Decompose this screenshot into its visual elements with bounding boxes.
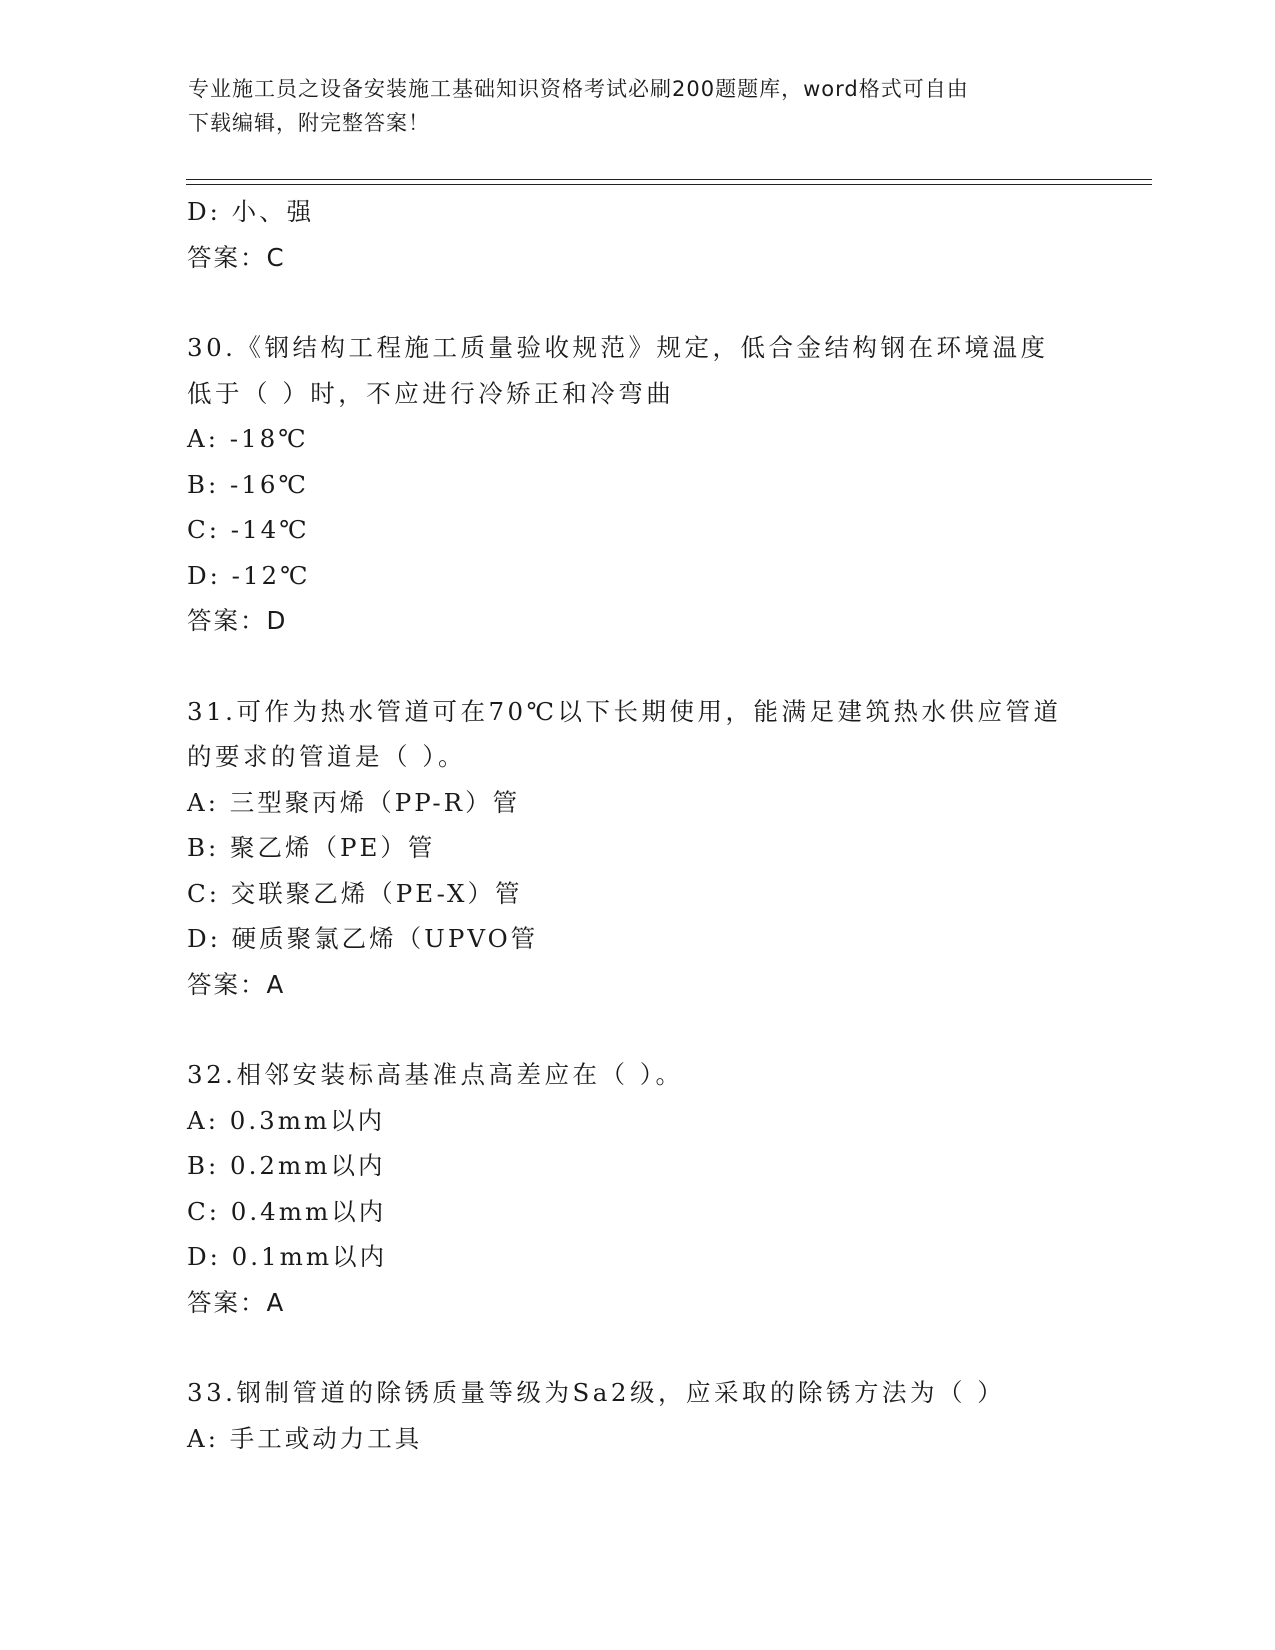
option-a: A: 手工或动力工具	[187, 1423, 423, 1453]
header-line-1: 专业施工员之设备安装施工基础知识资格考试必刷200题题库，word格式可自由	[188, 77, 969, 101]
stem-line: 的要求的管道是（ ）。	[187, 742, 467, 771]
option-d: D: 小、强	[187, 197, 315, 226]
question-33	[187, 1370, 1147, 1461]
document-header	[188, 72, 1088, 140]
stem-line: 31.可作为热水管道可在70℃以下长期使用，能满足建筑热水供应管道	[187, 696, 1062, 726]
question-31	[187, 689, 1147, 1008]
option-b: B: -16℃	[187, 469, 309, 499]
question-stem	[187, 1370, 1147, 1416]
option-b: B: 聚乙烯（PE）管	[187, 833, 436, 862]
question-gap	[187, 280, 1147, 325]
option-a: A: 0.3mm以内	[187, 1105, 386, 1135]
question-gap	[187, 1325, 1147, 1370]
answer-line: 答案：C	[187, 242, 286, 272]
answer-line: 答案：D	[187, 606, 288, 635]
option-d: D: 0.1mm以内	[187, 1242, 388, 1271]
answer-line: 答案：A	[187, 1287, 286, 1317]
option-c: C: 0.4mm以内	[187, 1196, 387, 1226]
header-divider-bottom	[186, 184, 1152, 185]
question-32	[187, 1052, 1147, 1325]
option-d: D: 硬质聚氯乙烯（UPVO管	[187, 924, 539, 953]
answer-line: 答案：A	[187, 969, 286, 999]
option-c: C: -14℃	[187, 515, 310, 544]
question-stem	[187, 325, 1147, 416]
question-gap	[187, 644, 1147, 689]
option-b: B: 0.2mm以内	[187, 1151, 386, 1180]
stem-line: 30.《钢结构工程施工质量验收规范》规定，低合金结构钢在环境温度	[187, 333, 1049, 362]
option-a: A: 三型聚丙烯（PP-R）管	[187, 787, 521, 817]
previous-question-tail	[187, 189, 1147, 280]
question-stem	[187, 689, 1147, 780]
question-30	[187, 325, 1147, 644]
option-d: D: -12℃	[187, 560, 311, 590]
stem-line: 32.相邻安装标高基准点高差应在（ ）。	[187, 1060, 684, 1089]
question-gap	[187, 1007, 1147, 1052]
stem-line: 低于（ ）时，不应进行冷矫正和冷弯曲	[187, 378, 675, 408]
stem-line: 33.钢制管道的除锈质量等级为Sa2级，应采取的除锈方法为（ ）	[187, 1378, 1006, 1407]
question-list	[187, 189, 1147, 1461]
header-divider-top	[186, 179, 1152, 180]
option-c: C: 交联聚乙烯（PE-X）管	[187, 878, 523, 908]
header-line-2: 下载编辑，附完整答案！	[188, 111, 430, 135]
option-a: A: -18℃	[187, 424, 309, 453]
question-stem	[187, 1052, 1147, 1098]
